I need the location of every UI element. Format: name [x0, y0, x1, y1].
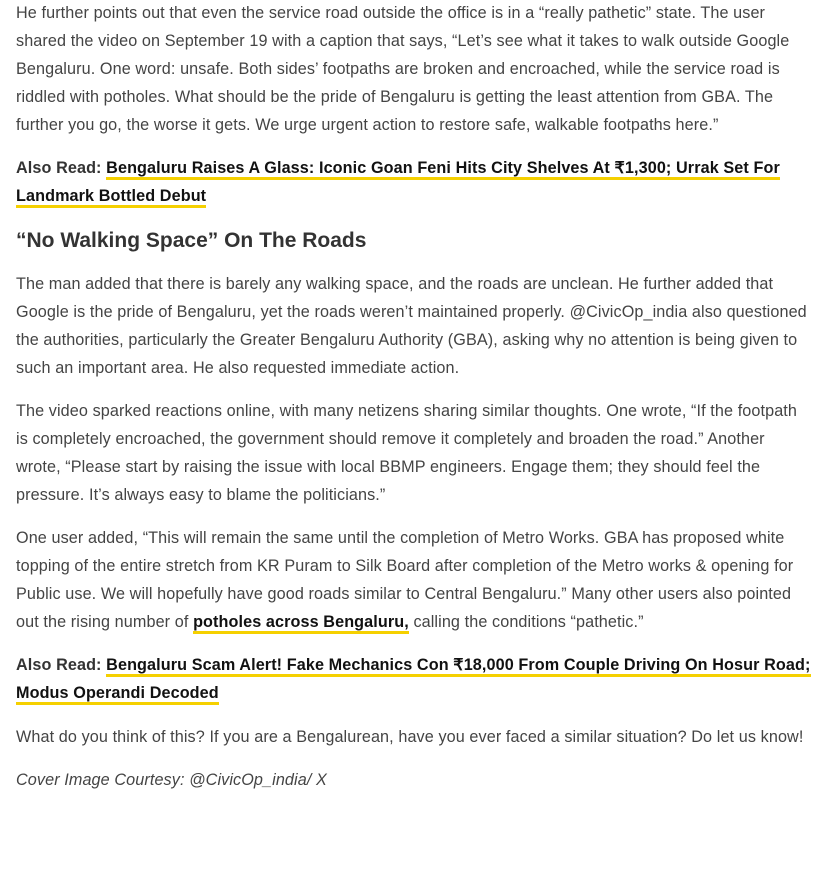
also-read-link[interactable]: Bengaluru Raises A Glass: Iconic Goan Feni Hits City Shelves At ₹1,300; Urrak Set For Landmark Bottled Debut [16, 159, 780, 208]
also-read-label: Also Read: [16, 656, 102, 674]
paragraph: The video sparked reactions online, with many netizens sharing similar thoughts. One wrote, “If the footpath is completely encroached, the government should remove it completely and broaden the road.” Another wrote, “Please start by raising the issue with local BBMP engineers. Engage them; they should feel the pressure. It’s always easy to blame the politicians.” [16, 402, 798, 504]
also-read-label: Also Read: [16, 159, 102, 177]
also-read-link[interactable]: Bengaluru Scam Alert! Fake Mechanics Con ₹18,000 From Couple Driving On Hosur Road; Modus Operandi Decoded [16, 656, 811, 705]
paragraph-text: calling the conditions “pathetic.” [408, 613, 644, 631]
paragraph: What do you think of this? If you are a Bengalurean, have you ever faced a similar situation? Do let us know! [16, 728, 804, 746]
also-read-1 [16, 154, 813, 210]
also-read-2 [16, 651, 813, 707]
paragraph [16, 524, 813, 636]
paragraph-text: One user added, “This will remain the same until the completion of Metro Works. GBA has proposed white topping of the entire stretch from KR Puram to Silk Board after completion of the Metro works & opening for Public use. We will hopefully have good roads similar to Central Bengaluru.” Many other users also pointed out the rising number of [16, 529, 794, 631]
paragraph: The man added that there is barely any walking space, and the roads are unclean. He further added that Google is the pride of Bengaluru, yet the roads weren’t maintained properly. @CivicOp_india also questioned the authorities, particularly the Greater Bengaluru Authority (GBA), asking why no attention is being given to such an important area. He also requested immediate action. [16, 275, 807, 377]
paragraph: He further points out that even the service road outside the office is in a “really pathetic” state. The user shared the video on September 19 with a caption that says, “Let’s see what it takes to walk outside Google Bengaluru. One word: unsafe. Both sides’ footpaths are broken and encroached, while the service road is riddled with potholes. What should be the pride of Bengaluru is getting the least attention from GBA. The further you go, the worse it gets. We urge urgent action to restore safe, walkable footpaths here.” [16, 4, 790, 134]
cover-image-credit: Cover Image Courtesy: @CivicOp_india/ X [16, 771, 327, 789]
potholes-link[interactable]: potholes across Bengaluru, [193, 613, 409, 634]
section-heading: “No Walking Space” On The Roads [16, 229, 367, 252]
